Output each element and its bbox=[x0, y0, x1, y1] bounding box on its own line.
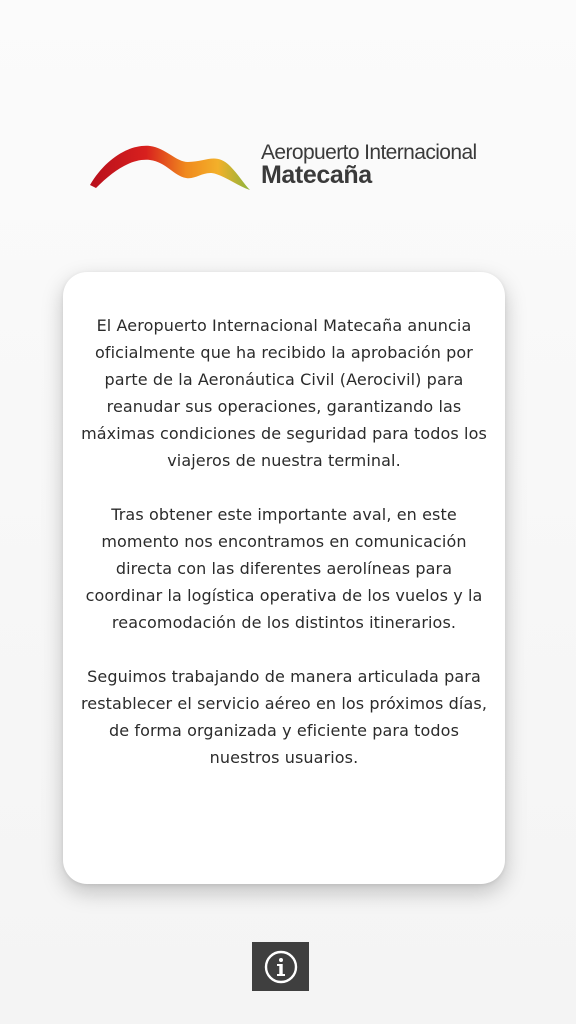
info-icon bbox=[263, 949, 299, 985]
announcement-card bbox=[63, 272, 505, 884]
logo-text bbox=[261, 142, 477, 188]
announcement-paragraph-3: Seguimos trabajando de manera articulada para restablecer el servicio aéreo en los próximos días, de forma organizada y eficiente para todos nuestros usuarios. bbox=[80, 667, 488, 767]
info-button[interactable] bbox=[252, 942, 309, 991]
logo-title-line1: Aeropuerto Internacional bbox=[261, 141, 477, 164]
announcement-paragraph-2: Tras obtener este importante aval, en este momento nos encontramos en comunicación directa con las diferentes aerolíneas para coordinar la logística operativa de los vuelos y la reacomodación de los distintos itinerarios. bbox=[85, 505, 483, 632]
announcement-paragraph-1: El Aeropuerto Internacional Matecaña anuncia oficialmente que ha recibido la aprobación por parte de la Aeronáutica Civil (Aerocivil) para reanudar sus operaciones, garantizando las máximas condiciones de seguridad para todos los viajeros de nuestra terminal. bbox=[81, 316, 487, 470]
logo-title-line2: Matecaña bbox=[261, 161, 372, 189]
wave-logo-icon bbox=[88, 140, 253, 196]
airport-logo bbox=[88, 138, 488, 198]
